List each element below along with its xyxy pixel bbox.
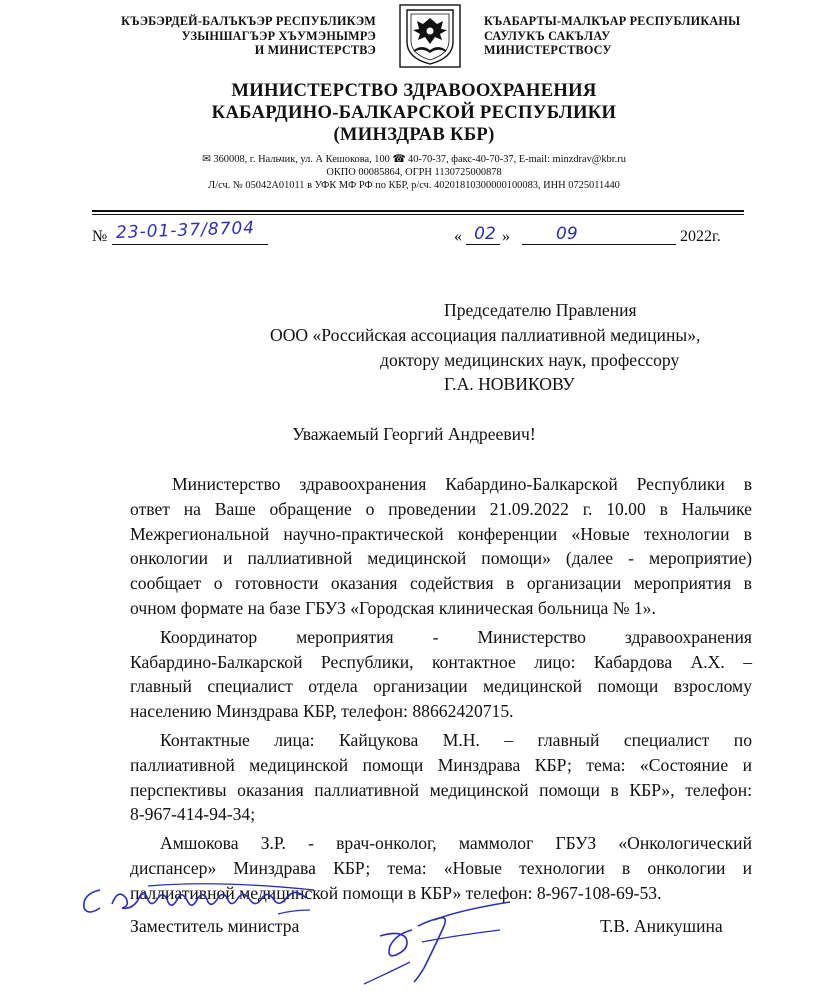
paragraph	[130, 728, 752, 827]
body-line: Министерство здравоохранения Кабардино-Балкарской Республики в	[172, 474, 752, 494]
header-right-line: КЪАБАРТЫ-МАЛКЪАР РЕСПУБЛИКАНЫ	[484, 14, 741, 28]
body-line: Координатор мероприятия - Министерство здравоохранения	[160, 626, 752, 647]
ministry-name	[0, 80, 828, 146]
ministry-name-line: КАБАРДИНО-БАЛКАРСКОЙ РЕСПУБЛИКИ	[211, 102, 617, 123]
ministry-name-line: МИНИСТЕРСТВО ЗДРАВООХРАНЕНИЯ	[231, 80, 597, 101]
contact-codes-line: ОКПО 00085864, ОГРН 1130725000878	[326, 167, 502, 179]
date-month: 09	[556, 224, 578, 244]
body-line: паллиативной медицинской помощи Минздрава КБР; тема: «Состояние и	[130, 754, 752, 775]
body-line: Межрегиональной научно-практической конференции «Новые технологии в	[130, 523, 752, 544]
body-line: главный специалист отдела организации медицинской помощи взрослому	[130, 676, 752, 697]
body-line: Амшокова З.Р. - врач-онколог, маммолог ГБУЗ «Онкологический	[160, 833, 752, 854]
reference-number-value: 23-01-37/8704	[115, 218, 256, 243]
header-divider	[92, 210, 744, 212]
body-line: сообщает о готовности оказания содействия в организации мероприятия в	[130, 573, 752, 594]
paragraph	[130, 625, 752, 724]
coat-of-arms-icon	[399, 4, 461, 68]
signature-icon	[360, 890, 520, 986]
date-quote-close: »	[502, 228, 510, 245]
header-divider-thin	[92, 214, 744, 215]
contact-bank-line: Л/сч. № 05042А01011 в УФК МФ РФ по КБР, р/сч. 40201810300000100083, ИНН 0725011440	[208, 180, 620, 192]
header-right-line: САУЛУКЪ САКЪЛАУ	[484, 28, 611, 43]
greeting: Уважаемый Георгий Андреевич!	[292, 424, 536, 444]
body-line: населению Минздрава КБР, телефон: 88662420715.	[130, 701, 514, 722]
header-left-line: И МИНИСТЕРСТВЭ	[254, 43, 376, 58]
date-day-underline	[466, 244, 500, 245]
contact-details	[0, 153, 828, 193]
paragraph	[130, 472, 752, 621]
body-line: ответ на Ваше обращение о проведении 21.09.2022 г. 10.00 в Нальчике	[130, 498, 752, 519]
date-month-underline	[522, 244, 676, 245]
body-line: диспансер» Минздрава КБР; тема: «Новые технологии в онкологии и	[130, 857, 752, 878]
header-left-title	[104, 14, 376, 58]
ministry-name-line: (МИНЗДРАВ КБР)	[333, 124, 495, 145]
header-right-title	[484, 14, 784, 58]
letter-body	[130, 472, 752, 906]
header-right-line: МИНИСТЕРСТВОСУ	[484, 43, 612, 58]
body-line: очном формате на базе ГБУЗ «Городская клиническая больница № 1».	[130, 597, 656, 618]
body-line: онкологии и паллиативной медицинской помощи» (далее - мероприятие)	[130, 548, 752, 569]
header-left-line: КЪЭБЭРДЕЙ-БАЛЪКЪЭР РЕСПУБЛИКЭМ	[121, 14, 376, 28]
date-day: 02	[474, 224, 496, 244]
contact-address-line: ✉ 360008, г. Нальчик, ул. А Кешокова, 100 ☎ 40-70-37, факс-40-70-37, E-mail: minzdrav@kbr.ru	[202, 154, 626, 165]
addressee-line: Председателю Правления	[444, 300, 637, 320]
body-line: Контактные лица: Кайцукова М.Н. – главный специалист по	[160, 729, 752, 750]
reference-number-label: №	[92, 228, 108, 245]
header-left-line: УЗЫНШАГЪЭР ХЪУМЭНЫМРЭ	[181, 28, 376, 43]
date-quote-open: «	[454, 228, 462, 245]
addressee-line: доктору медицинских наук, профессору	[380, 349, 680, 370]
addressee-line: ООО «Российская ассоциация паллиативной медицины»,	[270, 324, 701, 345]
body-line: Кабардино-Балкарской Республики, контактное лицо: Кабардова А.Х. –	[130, 651, 752, 672]
body-line: паллиативной медицинской помощи в КБР» телефон: 8-967-108-69-53.	[130, 882, 662, 903]
signatory-position: Заместитель министра	[130, 916, 300, 936]
body-line: перспективы оказания паллиативной медицинской помощи в КБР», телефон:	[130, 779, 752, 800]
signatory-name: Т.В. Аникушина	[600, 916, 723, 936]
reference-number-underline	[112, 244, 268, 245]
date-year: 2022г.	[680, 228, 721, 245]
addressee-line: Г.А. НОВИКОВУ	[444, 374, 575, 395]
body-line: 8-967-414-94-34;	[130, 804, 256, 825]
addressee-block	[270, 298, 760, 397]
